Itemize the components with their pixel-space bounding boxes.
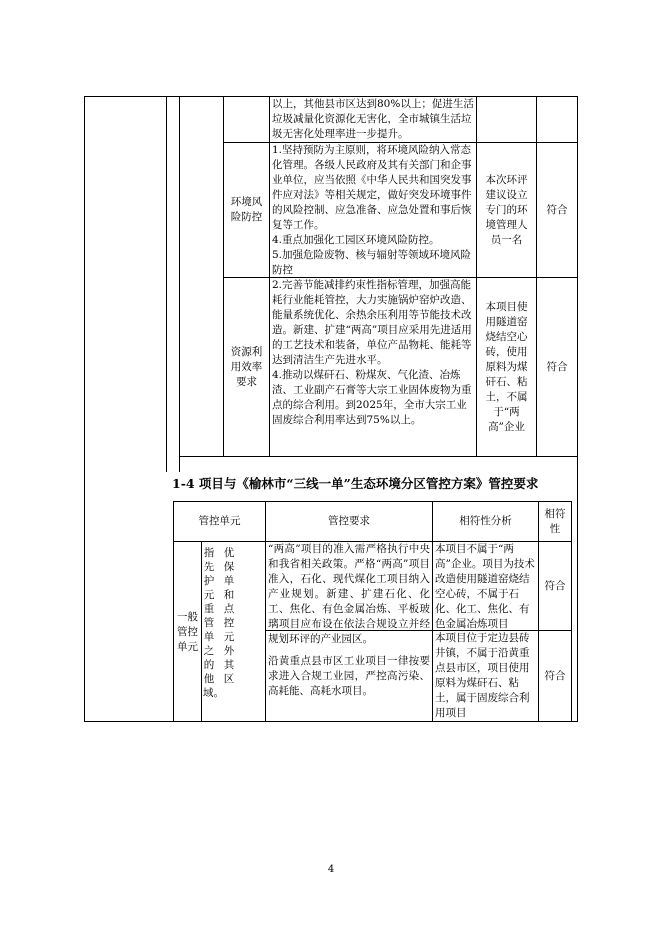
- requirement-cell: [266, 631, 432, 722]
- analysis-text: 本项目使用隧道窑烧结空心砖，使用原料为煤矸石、粘土，不属于“两高”企业: [485, 300, 528, 433]
- analysis-cell: [477, 278, 536, 456]
- analysis-cell: 本项目位于定边县砖井镇，不属于沿黄重点县市区，项目使用原料为煤矸石、粘土，属于固废综合利用项目: [435, 632, 530, 719]
- requirement-cell: “两高”项目的准入需严格执行中央和我省相关政策。严格“两高”项目准入，石化、现代煤化工项目纳入产业规划。新建、扩建石化、化工、焦化、有色金属冶炼、平板玻璃项目应布设在依法合规设立并经规划环评的产业园区。: [268, 543, 430, 645]
- header-requirement: 管控要求: [328, 515, 370, 527]
- page-number: 4: [327, 864, 335, 875]
- requirement-text: 沿黄重点县市区工业项目一律按要求进入合规工业园，严控高污染、高耗能、高耗水项目。: [268, 655, 430, 697]
- header-unit: 管控单元: [198, 515, 241, 527]
- conformity-cell: 符合: [546, 203, 568, 216]
- section-title: 1-4 项目与《榆林市“三线一单”生态环境分区管控方案》管控要求: [172, 476, 539, 491]
- category-cell: [224, 143, 269, 277]
- header-conformity: [539, 502, 571, 541]
- sub-unit-a: 指先护元重管单之的他域。: [203, 547, 224, 699]
- unit-name: 一般管控单元: [177, 610, 198, 653]
- lower-table-line: [571, 501, 572, 722]
- requirement-cell: 以上，其他县市区达到80%以上；促进生活垃圾减量化资源化无害化，全市城镇生活垃圾无害化处理率进一步提升。: [272, 98, 474, 140]
- upper-table-line: [179, 456, 577, 457]
- requirement-cell: 1.坚持预防为主原则，将环境风险纳入常态化管理。各级人民政府及其有关部门和企事业单位，应当依照《中华人民共和国突发事件应对法》等相关规定，做好突发环境事件的风险控制、应急准备、应急处置和事后恢复等工作。 4.重点加强化工园区环境风险防控。 5.加强危险废物、核与辐射等领域环境风险防控: [272, 144, 472, 276]
- sub-unit-b: 优保单和点控元外其区: [223, 547, 235, 685]
- category-cell: [224, 278, 269, 456]
- analysis-cell: 本项目不属于“两高”企业。项目为技术改造使用隧道窑烧结空心砖，不属于石化、化工、焦化、有色金属冶炼项目: [435, 543, 535, 630]
- upper-table-line: [577, 96, 578, 456]
- category-label: 资源利用效率要求: [230, 345, 263, 388]
- analysis-text: 本次环评建议设立专门的环境管理人员一名: [485, 173, 528, 246]
- conformity-cell: 符合: [544, 670, 566, 682]
- conformity-cell: 符合: [544, 579, 566, 592]
- upper-table-line: [179, 96, 180, 472]
- analysis-cell: [477, 143, 536, 277]
- unit-name-cell: [174, 542, 201, 722]
- requirement-cell: 2.完善节能减排约束性指标管理，加强高能耗行业能耗管控，大力实施锅炉窑炉改造、能量系统优化、余热余压利用等节能技术改造。新建、扩建“两高”项目应采用先进适用的工艺技术和装备，单位产品物耗、能耗等达到清洁生产先进水平。 4.推动以煤矸石、粉煤灰、气化渣、冶炼渣、工业副产石膏等大宗工业固体废物为重点的综合利用。到2025年，全市大宗工业固废综合利用率达到75%以上。: [272, 279, 472, 426]
- lower-table-line: [201, 541, 202, 722]
- category-label: 环境风险防控: [230, 196, 263, 223]
- upper-table-line: [166, 96, 167, 472]
- header-analysis: 相符性分析: [459, 515, 512, 527]
- conformity-cell: 符合: [546, 360, 568, 373]
- header-conformity-label: 相符性: [544, 507, 566, 535]
